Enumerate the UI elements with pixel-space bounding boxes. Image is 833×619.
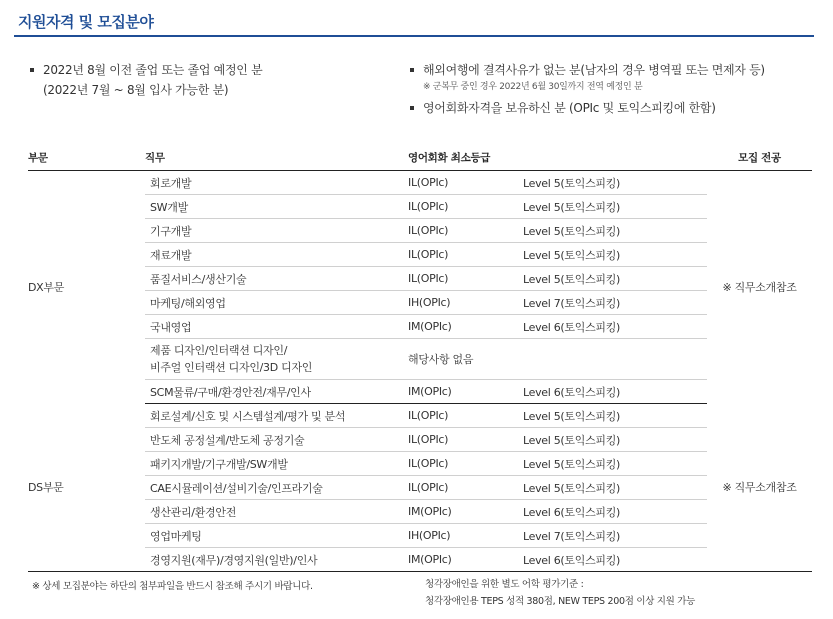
toeic-cell: Level 7(토익스피킹) bbox=[523, 291, 707, 315]
header-dept: 부문 bbox=[28, 148, 145, 171]
header-major: 모집 전공 bbox=[707, 148, 812, 171]
english-bullet: 영어회화자격을 보유하신 분 (OPIc 및 토익스피킹에 한함) bbox=[410, 98, 820, 118]
hearing-impaired-note bbox=[425, 576, 695, 610]
job-cell: 마케팅/해외영업 bbox=[145, 291, 408, 315]
toeic-cell: Level 7(토익스피킹) bbox=[523, 524, 707, 548]
opic-cell: IL(OPIc) bbox=[408, 243, 523, 267]
graduation-bullet: 2022년 8월 이전 졸업 또는 졸업 예정인 분 bbox=[30, 60, 390, 80]
opic-cell: IL(OPIc) bbox=[408, 476, 523, 500]
job-cell: 반도체 공정설계/반도체 공정기술 bbox=[145, 428, 408, 452]
title-divider bbox=[14, 35, 814, 37]
recruitment-table bbox=[28, 148, 812, 572]
dept-ds: DS부문 bbox=[28, 404, 145, 572]
toeic-cell: Level 6(토익스피킹) bbox=[523, 548, 707, 572]
job-cell: 국내영업 bbox=[145, 315, 408, 339]
graduation-sub: (2022년 7월 ~ 8월 입사 가능한 분) bbox=[43, 83, 229, 97]
table-row bbox=[28, 428, 812, 452]
travel-bullet: 해외여행에 결격사유가 없는 분(남자의 경우 병역필 또는 면제자 등) bbox=[410, 60, 820, 80]
hearing-note-line2: 청각장애인용 TEPS 성적 380점, NEW TEPS 200점 이상 지원 가능 bbox=[425, 596, 696, 607]
opic-cell: IL(OPIc) bbox=[408, 452, 523, 476]
job-cell-design bbox=[145, 339, 408, 380]
military-note: ※ 군복무 중인 경우 2022년 6월 30일까지 전역 예정인 분 bbox=[423, 82, 643, 92]
opic-cell: IL(OPIc) bbox=[408, 428, 523, 452]
opic-cell: IM(OPIc) bbox=[408, 380, 523, 404]
toeic-cell: Level 6(토익스피킹) bbox=[523, 315, 707, 339]
table-header-row bbox=[28, 148, 812, 171]
design-job-line2: 비주얼 인터랙션 디자인/3D 디자인 bbox=[150, 361, 313, 374]
table-row bbox=[28, 195, 812, 219]
major-dx: ※ 직무소개참조 bbox=[722, 281, 797, 295]
dept-dx: DX부문 bbox=[28, 281, 65, 295]
opic-cell: IM(OPIc) bbox=[408, 548, 523, 572]
table-row bbox=[28, 404, 812, 428]
toeic-cell: Level 5(토익스피킹) bbox=[523, 195, 707, 219]
job-cell: 경영지원(재무)/경영지원(일반)/인사 bbox=[145, 548, 408, 572]
design-job-line1: 제품 디자인/인터랙션 디자인/ bbox=[150, 344, 288, 357]
header-job: 직무 bbox=[145, 148, 408, 171]
opic-cell: IM(OPIc) bbox=[408, 315, 523, 339]
table-row bbox=[28, 500, 812, 524]
opic-cell: IM(OPIc) bbox=[408, 500, 523, 524]
table-row bbox=[28, 315, 812, 339]
job-cell: CAE시뮬레이션/설비기술/인프라기술 bbox=[145, 476, 408, 500]
table-row bbox=[28, 524, 812, 548]
table-row bbox=[28, 243, 812, 267]
page-title: 지원자격 및 모집분야 bbox=[18, 13, 154, 31]
major-ds: ※ 직무소개참조 bbox=[707, 404, 812, 572]
table-row bbox=[28, 476, 812, 500]
table-row bbox=[28, 548, 812, 572]
opic-cell: IL(OPIc) bbox=[408, 195, 523, 219]
opic-cell: IL(OPIc) bbox=[408, 267, 523, 291]
table-row bbox=[28, 219, 812, 243]
design-english-cell: 해당사항 없음 bbox=[408, 339, 707, 380]
job-cell: SCM물류/구매/환경안전/재무/인사 bbox=[145, 380, 408, 404]
header-english: 영어회화 최소등급 bbox=[408, 148, 707, 171]
attachment-note: ※ 상세 모집분야는 하단의 첨부파일을 반드시 참조해 주시기 바랍니다. bbox=[32, 581, 313, 592]
toeic-cell: Level 5(토익스피킹) bbox=[523, 428, 707, 452]
opic-cell: IH(OPIc) bbox=[408, 291, 523, 315]
table-row bbox=[28, 380, 812, 404]
opic-cell: IL(OPIc) bbox=[408, 219, 523, 243]
job-cell: 회로개발 bbox=[145, 171, 408, 195]
job-cell: 생산관리/환경안전 bbox=[145, 500, 408, 524]
job-cell: 품질서비스/생산기술 bbox=[145, 267, 408, 291]
toeic-cell: Level 6(토익스피킹) bbox=[523, 380, 707, 404]
table-row bbox=[28, 171, 812, 195]
eligibility-left bbox=[30, 60, 390, 100]
toeic-cell: Level 5(토익스피킹) bbox=[523, 243, 707, 267]
job-cell: 기구개발 bbox=[145, 219, 408, 243]
toeic-cell: Level 5(토익스피킹) bbox=[523, 219, 707, 243]
toeic-cell: Level 5(토익스피킹) bbox=[523, 171, 707, 195]
opic-cell: IL(OPIc) bbox=[408, 171, 523, 195]
job-cell: SW개발 bbox=[145, 195, 408, 219]
table-row bbox=[28, 452, 812, 476]
job-cell: 재료개발 bbox=[145, 243, 408, 267]
opic-cell: IH(OPIc) bbox=[408, 524, 523, 548]
job-cell: 회로설계/신호 및 시스템설계/평가 및 분석 bbox=[145, 404, 408, 428]
job-cell: 패키지개발/기구개발/SW개발 bbox=[145, 452, 408, 476]
toeic-cell: Level 5(토익스피킹) bbox=[523, 452, 707, 476]
toeic-cell: Level 5(토익스피킹) bbox=[523, 404, 707, 428]
table-row bbox=[28, 291, 812, 315]
job-cell: 영업마케팅 bbox=[145, 524, 408, 548]
toeic-cell: Level 5(토익스피킹) bbox=[523, 267, 707, 291]
opic-cell: IL(OPIc) bbox=[408, 404, 523, 428]
toeic-cell: Level 6(토익스피킹) bbox=[523, 500, 707, 524]
hearing-note-line1: 청각장애인을 위한 별도 어학 평가기준 : bbox=[425, 579, 584, 590]
table-row bbox=[28, 267, 812, 291]
toeic-cell: Level 5(토익스피킹) bbox=[523, 476, 707, 500]
table-row-design bbox=[28, 339, 812, 380]
eligibility-right bbox=[410, 60, 820, 118]
